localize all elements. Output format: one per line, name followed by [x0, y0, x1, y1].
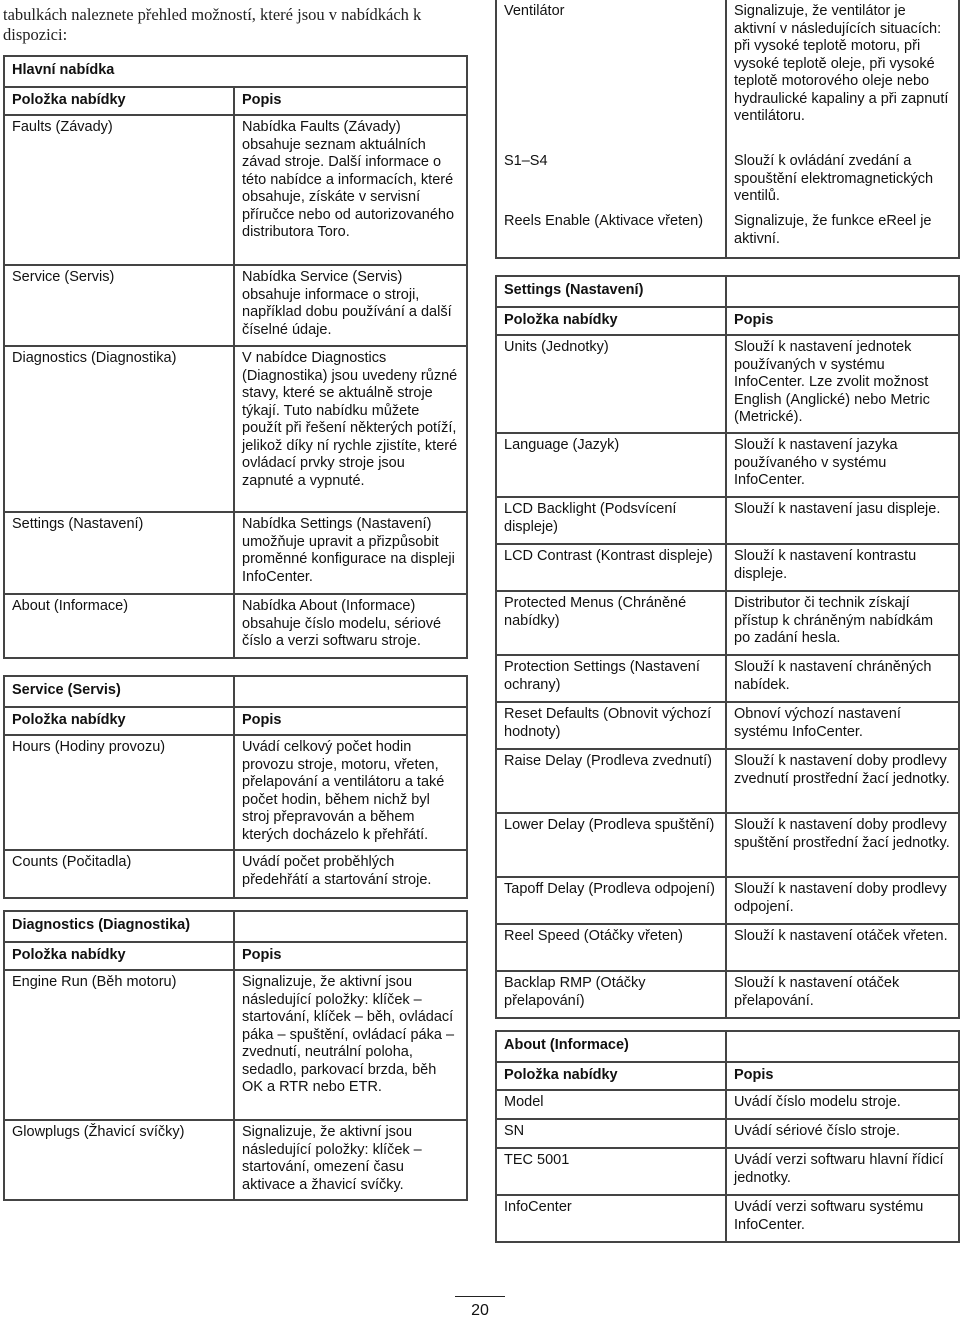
description-cell: Obnoví výchozí nastavení systému InfoCenter. [726, 702, 959, 749]
description-cell: Uvádí verzi softwaru hlavní řídicí jednotky. [726, 1148, 959, 1195]
item-cell: Engine Run (Běh motoru) [4, 970, 234, 1120]
main-menu-table [3, 55, 468, 659]
description-cell: Distributor či technik získají přístup k chráněným nabídkám po zadání hesla. [726, 591, 959, 655]
page-number: 20 [455, 1296, 505, 1320]
item-cell: Glowplugs (Žhavicí svíčky) [4, 1120, 234, 1200]
description-cell: Nabídka Settings (Nastavení) umožňuje upravit a přizpůsobit proměnné konfigurace na displeji InfoCenter. [234, 512, 467, 594]
table-title: Diagnostics (Diagnostika) [4, 911, 234, 942]
description-cell: Slouží k nastavení jazyka používaného v systému InfoCenter. [726, 433, 959, 497]
table-row [4, 1120, 467, 1200]
column-header-item: Položka nabídky [496, 1062, 726, 1091]
table-row [4, 265, 467, 346]
table-row [496, 0, 959, 150]
column-header-description: Popis [234, 87, 467, 116]
table-row [496, 544, 959, 591]
column-header-description: Popis [726, 1062, 959, 1091]
table-row [496, 433, 959, 497]
table-title-spacer [726, 276, 959, 307]
description-cell: Slouží k nastavení doby prodlevy odpojení. [726, 877, 959, 924]
diagnostics-menu-table [3, 910, 468, 1201]
description-cell: V nabídce Diagnostics (Diagnostika) jsou uvedeny různé stavy, které se aktuálně stroje týkají. Tuto nabídku můžete použít při řešení některých potíží, jelikož díky ní rychle zjistíte, které ovládací prvky stroje jsou zapnuté a vypnuté. [234, 346, 467, 512]
column-header-item: Položka nabídky [496, 307, 726, 336]
item-cell: Settings (Nastavení) [4, 512, 234, 594]
diagnostics-continued-table [495, 0, 960, 259]
item-cell: Service (Servis) [4, 265, 234, 346]
item-cell: Lower Delay (Prodleva spuštění) [496, 813, 726, 877]
table-row [4, 735, 467, 850]
description-cell: Nabídka Service (Servis) obsahuje informace o stroji, například dobu používání a další číselné údaje. [234, 265, 467, 346]
item-cell: SN [496, 1119, 726, 1148]
item-cell: Tapoff Delay (Prodleva odpojení) [496, 877, 726, 924]
table-title: Service (Servis) [4, 676, 234, 707]
column-header-description: Popis [726, 307, 959, 336]
table-title: Hlavní nabídka [4, 56, 467, 87]
table-row [496, 877, 959, 924]
settings-menu-table [495, 275, 960, 1019]
description-cell: Uvádí celkový počet hodin provozu stroje, motoru, vřeten, přelapování a ventilátoru a také počet hodin, během nichž byl stroj přepravován a během kterých docházelo k přehřátí. [234, 735, 467, 850]
description-cell: Signalizuje, že ventilátor je aktivní v následujících situacích: při vysoké teplotě motoru, při vysoké teplotě oleje, při vysoké teplotě motorového oleje nebo hydraulické kapaliny a při zapnutí ventilátoru. [726, 0, 959, 150]
column-header-item: Položka nabídky [4, 87, 234, 116]
table-row [4, 346, 467, 512]
table-row [496, 591, 959, 655]
table-row [496, 210, 959, 258]
table-row [496, 150, 959, 210]
item-cell: LCD Contrast (Kontrast displeje) [496, 544, 726, 591]
table-row [4, 970, 467, 1120]
description-cell: Slouží k nastavení otáček přelapování. [726, 971, 959, 1018]
service-menu-table [3, 675, 468, 899]
table-row [496, 702, 959, 749]
item-cell: LCD Backlight (Podsvícení displeje) [496, 497, 726, 544]
table-row [496, 1148, 959, 1195]
item-cell: TEC 5001 [496, 1148, 726, 1195]
table-title-spacer [234, 911, 467, 942]
table-row [4, 850, 467, 898]
description-cell: Slouží k nastavení kontrastu displeje. [726, 544, 959, 591]
column-header-description: Popis [234, 942, 467, 971]
column-header-description: Popis [234, 707, 467, 736]
description-cell: Signalizuje, že aktivní jsou následující položky: klíček – startování, omezení času aktivace a žhavicí svíčky. [234, 1120, 467, 1200]
item-cell: InfoCenter [496, 1195, 726, 1242]
table-title-spacer [726, 1031, 959, 1062]
item-cell: Model [496, 1090, 726, 1119]
item-cell: Backlap RMP (Otáčky přelapování) [496, 971, 726, 1018]
table-row [496, 335, 959, 433]
description-cell: Nabídka Faults (Závady) obsahuje seznam aktuálních závad stroje. Další informace o této nabídce a informacích, které obsahuje, získáte v servisní příručce nebo od autorizovaného distributora Toro. [234, 115, 467, 265]
table-title-spacer [234, 676, 467, 707]
table-row [496, 924, 959, 971]
table-row [496, 813, 959, 877]
description-cell: Uvádí sériové číslo stroje. [726, 1119, 959, 1148]
description-cell: Slouží k nastavení jednotek používaných v systému InfoCenter. Lze zvolit možnost English (Anglické) nebo Metric (Metrické). [726, 335, 959, 433]
item-cell: Protection Settings (Nastavení ochrany) [496, 655, 726, 702]
table-row [496, 655, 959, 702]
table-title: About (Informace) [496, 1031, 726, 1062]
item-cell: Counts (Počitadla) [4, 850, 234, 898]
item-cell: Reset Defaults (Obnovit výchozí hodnoty) [496, 702, 726, 749]
description-cell: Slouží k nastavení doby prodlevy zvednutí prostřední žací jednotky. [726, 749, 959, 813]
table-row [4, 594, 467, 658]
column-header-item: Položka nabídky [4, 942, 234, 971]
table-row [496, 1195, 959, 1242]
item-cell: Raise Delay (Prodleva zvednutí) [496, 749, 726, 813]
item-cell: Diagnostics (Diagnostika) [4, 346, 234, 512]
description-cell: Slouží k nastavení jasu displeje. [726, 497, 959, 544]
table-row [496, 749, 959, 813]
description-cell: Uvádí počet proběhlých předehřátí a startování stroje. [234, 850, 467, 898]
description-cell: Signalizuje, že aktivní jsou následující položky: klíček – startování, klíček – běh, ovládací páka – spuštění, ovládací páka – zvednutí, neutrální poloha, sedadlo, parkovací brzda, běh OK a RTR nebo ETR. [234, 970, 467, 1120]
table-row [4, 115, 467, 265]
about-menu-table [495, 1030, 960, 1243]
description-cell: Nabídka About (Informace) obsahuje číslo modelu, sériové číslo a verzi softwaru stroje. [234, 594, 467, 658]
description-cell: Uvádí číslo modelu stroje. [726, 1090, 959, 1119]
item-cell: Language (Jazyk) [496, 433, 726, 497]
description-cell: Slouží k nastavení chráněných nabídek. [726, 655, 959, 702]
table-row [496, 1119, 959, 1148]
table-row [4, 512, 467, 594]
item-cell: Ventilátor [496, 0, 726, 150]
item-cell: About (Informace) [4, 594, 234, 658]
item-cell: Protected Menus (Chráněné nabídky) [496, 591, 726, 655]
description-cell: Signalizuje, že funkce eReel je aktivní. [726, 210, 959, 258]
table-row [496, 971, 959, 1018]
column-header-item: Položka nabídky [4, 707, 234, 736]
table-title: Settings (Nastavení) [496, 276, 726, 307]
table-row [496, 497, 959, 544]
item-cell: Reels Enable (Aktivace vřeten) [496, 210, 726, 258]
description-cell: Uvádí verzi softwaru systému InfoCenter. [726, 1195, 959, 1242]
intro-text: tabulkách naleznete přehled možností, které jsou v nabídkách k dispozici: [3, 5, 422, 44]
item-cell: S1–S4 [496, 150, 726, 210]
item-cell: Reel Speed (Otáčky vřeten) [496, 924, 726, 971]
table-row [496, 1090, 959, 1119]
description-cell: Slouží k nastavení otáček vřeten. [726, 924, 959, 971]
item-cell: Faults (Závady) [4, 115, 234, 265]
item-cell: Hours (Hodiny provozu) [4, 735, 234, 850]
item-cell: Units (Jednotky) [496, 335, 726, 433]
description-cell: Slouží k nastavení doby prodlevy spuštění prostřední žací jednotky. [726, 813, 959, 877]
description-cell: Slouží k ovládání zvedání a spouštění elektromagnetických ventilů. [726, 150, 959, 210]
